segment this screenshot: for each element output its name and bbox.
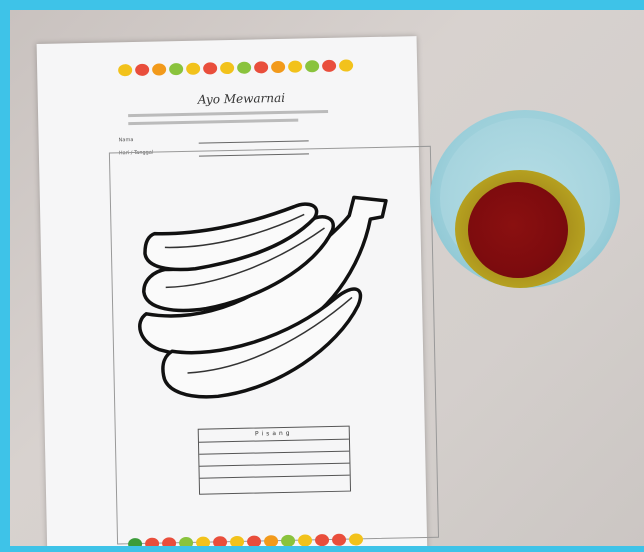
name-field-label: Nama <box>118 137 134 144</box>
red-liquid <box>468 182 568 278</box>
date-field-label: Hari / Tanggal <box>118 149 154 157</box>
name-field-line <box>199 140 309 143</box>
instruction-line <box>128 119 298 126</box>
worksheet-paper <box>37 36 428 546</box>
label-word: Pisang <box>254 429 293 438</box>
label-box <box>198 426 351 495</box>
photo-scene <box>10 10 644 546</box>
instruction-line <box>128 110 328 117</box>
banana-outline <box>124 186 409 432</box>
top-fruit-border <box>95 59 375 81</box>
worksheet-title: Ayo Mewarnai <box>197 90 286 107</box>
